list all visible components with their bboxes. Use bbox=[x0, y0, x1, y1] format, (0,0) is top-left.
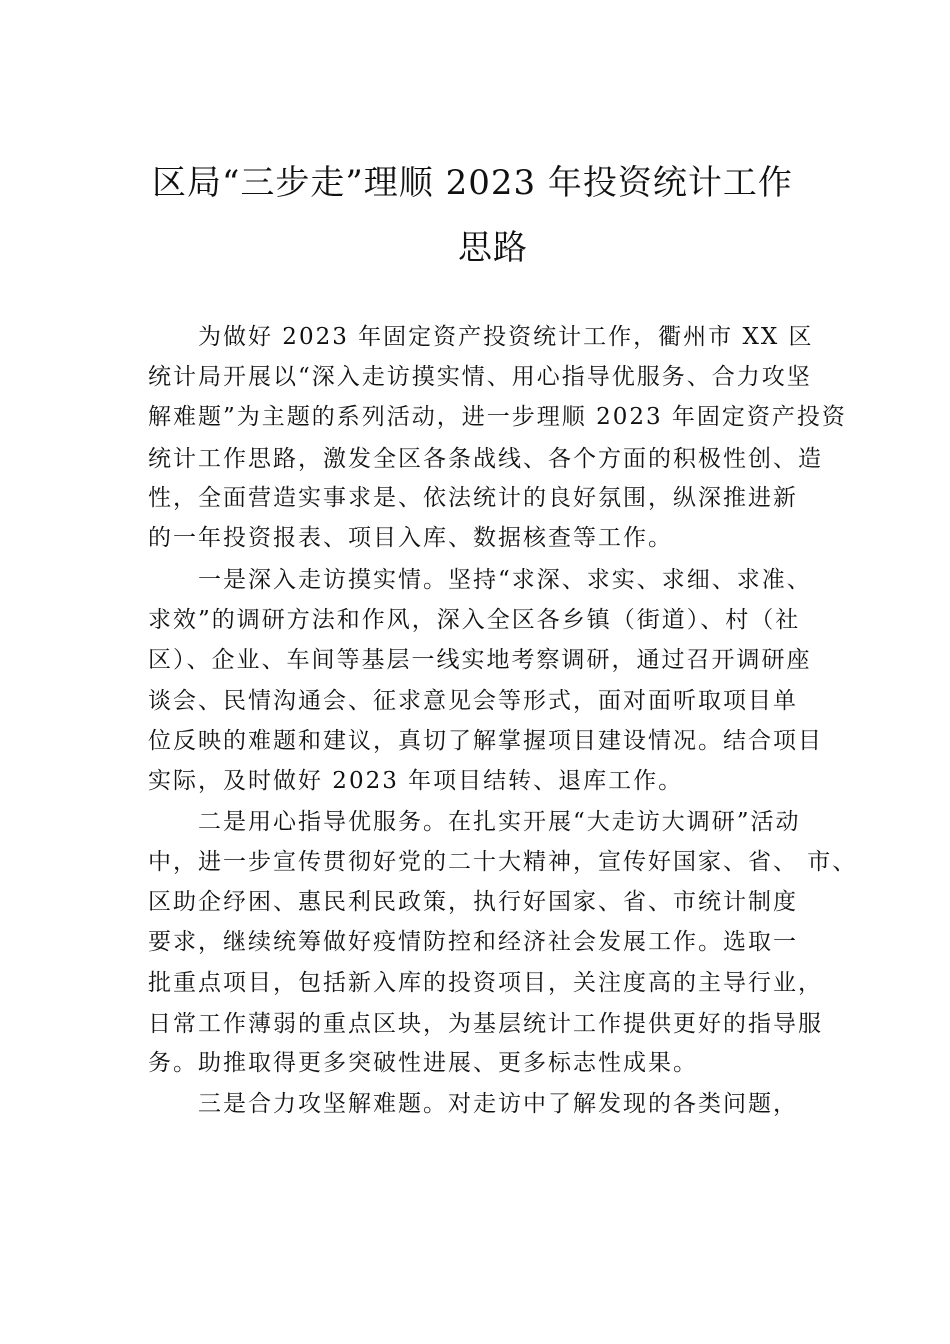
paragraph-4-line-1: 三是合力攻坚解难题。对走访中了解发现的各类问题， bbox=[198, 1091, 798, 1117]
paragraph-3-line-5: 批重点项目，包括新入库的投资项目，关注度高的主导行业， bbox=[148, 970, 823, 996]
paragraph-1-line-5: 性，全面营造实事求是、依法统计的良好氛围，纵深推进新 bbox=[148, 485, 798, 511]
paragraph-3-line-3: 区助企纾困、惠民利民政策，执行好国家、省、市统计制度 bbox=[148, 889, 798, 915]
paragraph-2-line-4: 谈会、民情沟通会、征求意见会等形式，面对面听取项目单 bbox=[148, 688, 798, 714]
paragraph-3-line-7: 务。助推取得更多突破性进展、更多标志性成果。 bbox=[148, 1050, 698, 1076]
paragraph-1-line-1: 为做好 2023 年固定资产投资统计工作，衢州市 XX 区 bbox=[198, 324, 814, 350]
paragraph-1-line-4: 统计工作思路，激发全区各条战线、各个方面的积极性创、造 bbox=[148, 446, 823, 472]
paragraph-2-line-1: 一是深入走访摸实情。坚持“求深、求实、求细、求准、 bbox=[198, 567, 812, 593]
document-title-line-2: 思路 bbox=[458, 228, 528, 268]
document-title-line-1: 区局“三步走”理顺 2023 年投资统计工作 bbox=[152, 163, 793, 203]
paragraph-1-line-6: 的一年投资报表、项目入库、数据核查等工作。 bbox=[148, 525, 673, 551]
paragraph-3-line-1: 二是用心指导优服务。在扎实开展“大走访大调研”活动 bbox=[198, 809, 801, 835]
paragraph-1-line-3: 解难题”为主题的系列活动，进一步理顺 2023 年固定资产投资 bbox=[148, 404, 847, 430]
paragraph-2-line-2: 求效”的调研方法和作风，深入全区各乡镇（街道）、村（社 bbox=[148, 607, 801, 633]
paragraph-1-line-2: 统计局开展以“深入走访摸实情、用心指导优服务、合力攻坚 bbox=[148, 364, 812, 390]
paragraph-3-line-4: 要求，继续统筹做好疫情防控和经济社会发展工作。选取一 bbox=[148, 929, 798, 955]
paragraph-2-line-5: 位反映的难题和建议，真切了解掌握项目建设情况。结合项目 bbox=[148, 728, 823, 754]
paragraph-2-line-3: 区）、企业、车间等基层一线实地考察调研，通过召开调研座 bbox=[148, 647, 812, 673]
paragraph-3-line-6: 日常工作薄弱的重点区块，为基层统计工作提供更好的指导服 bbox=[148, 1011, 823, 1037]
paragraph-3-line-2: 中，进一步宣传贯彻好党的二十大精神，宣传好国家、省、 市、 bbox=[148, 849, 858, 875]
paragraph-2-line-6: 实际，及时做好 2023 年项目结转、退库工作。 bbox=[148, 768, 684, 794]
